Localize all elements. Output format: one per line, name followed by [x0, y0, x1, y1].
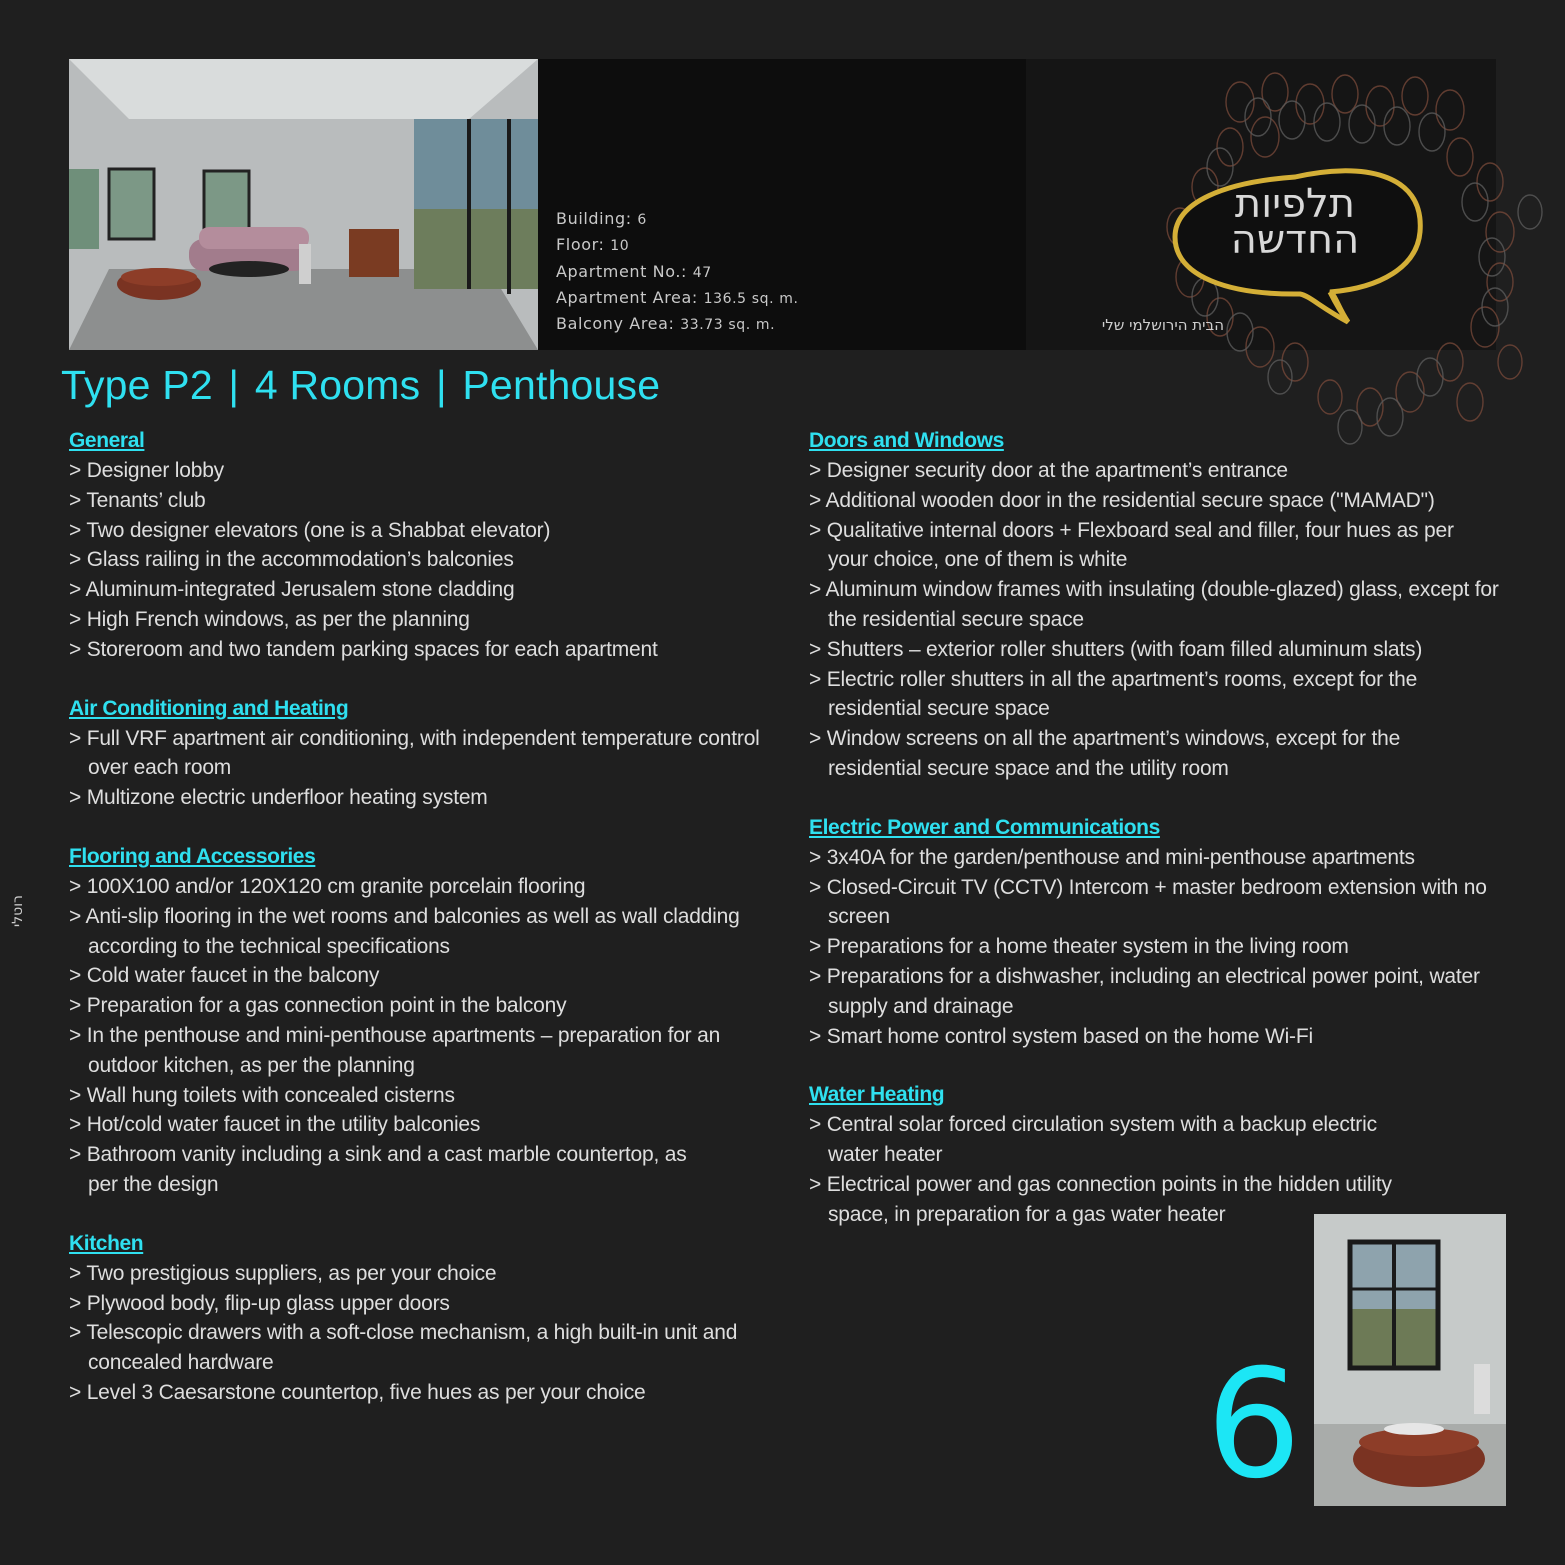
info-label: Apartment No.: — [556, 261, 693, 281]
info-apartment-area — [556, 285, 799, 311]
list-item: > 100X100 and/or 120X120 cm granite porcelain flooring — [69, 872, 789, 902]
section-heading: Kitchen — [69, 1231, 144, 1255]
info-value: 6 — [637, 212, 647, 228]
section-general — [69, 426, 789, 665]
list-item: > Level 3 Caesarstone countertop, five hues as per your choice — [69, 1378, 789, 1408]
logo-tagline: הבית הירושלמי שלי — [1101, 316, 1224, 334]
list-item: > Two designer elevators (one is a Shabbat elevator) — [69, 516, 789, 546]
info-value: 10 — [610, 238, 630, 255]
list-item: > Preparation for a gas connection point in the balcony — [69, 991, 789, 1021]
list-item: > Tenants’ club — [69, 486, 789, 516]
list-item: > 3x40A for the garden/penthouse and mini-penthouse apartments — [809, 843, 1499, 873]
list-item: > Smart home control system based on the home Wi-Fi — [809, 1022, 1499, 1052]
section-heading: Air Conditioning and Heating — [69, 696, 349, 720]
section-heading: Doors and Windows — [809, 429, 1004, 452]
list-item: > Wall hung toilets with concealed cisterns — [69, 1081, 789, 1111]
list-item: > Shutters – exterior roller shutters (with foam filled aluminum slats) — [809, 635, 1499, 665]
title-rooms: 4 Rooms — [254, 362, 421, 408]
title-separator: | — [435, 362, 447, 408]
list-item: > Designer security door at the apartment’s entrance — [809, 456, 1499, 486]
list-item: > Two prestigious suppliers, as per your choice — [69, 1259, 789, 1289]
section-heading: General — [69, 429, 145, 452]
living-room-photo — [69, 59, 538, 350]
section-electric — [809, 813, 1499, 1052]
left-column — [69, 426, 789, 1437]
info-label: Building: — [556, 209, 638, 228]
list-item: > High French windows, as per the planning — [69, 605, 789, 635]
developer-logo-text: רוטלי — [9, 895, 26, 927]
list-item: > Electric roller shutters in all the apartment’s rooms, except for the residential secure space — [809, 665, 1499, 725]
info-value: 47 — [692, 264, 712, 281]
section-water-heating — [809, 1080, 1499, 1229]
page-number: 6 — [1206, 1338, 1302, 1512]
section-doors-windows — [809, 426, 1499, 784]
section-heading: Water Heating — [809, 1083, 945, 1107]
list-item: > Qualitative internal doors + Flexboard seal and filler, four hues as per your choice, one of them is white — [809, 516, 1499, 576]
info-balcony-area — [556, 311, 799, 337]
list-item: > Aluminum-integrated Jerusalem stone cladding — [69, 575, 789, 605]
list-item: > Storeroom and two tandem parking spaces for each apartment — [69, 635, 789, 665]
info-building — [556, 206, 799, 232]
list-item: > Electrical power and gas connection points in the hidden utility space, in preparation for a gas water heater — [809, 1170, 1448, 1230]
title-type: Type P2 — [61, 362, 213, 408]
list-item: > Preparations for a dishwasher, including an electrical power point, water supply and drainage — [809, 962, 1499, 1022]
list-item: > Plywood body, flip-up glass upper doors — [69, 1289, 789, 1319]
page-title — [61, 362, 660, 409]
logo-text — [1180, 181, 1410, 263]
list-item: > Glass railing in the accommodation’s balconies — [69, 545, 789, 575]
section-flooring — [69, 842, 789, 1200]
list-item: > Hot/cold water faucet in the utility balconies — [69, 1110, 789, 1140]
section-air-conditioning — [69, 694, 789, 813]
info-value: 33.73 sq. m. — [680, 317, 776, 334]
list-item: > Anti-slip flooring in the wet rooms and balconies as well as wall cladding according to the technical specifications — [69, 902, 789, 962]
info-label: Floor: — [556, 235, 611, 255]
title-separator: | — [228, 362, 240, 408]
list-item: > Additional wooden door in the residential secure space ("MAMAD") — [809, 486, 1499, 516]
info-label: Apartment Area: — [556, 287, 704, 307]
interior-window-photo — [1314, 1214, 1506, 1506]
list-item: > Preparations for a home theater system in the living room — [809, 932, 1499, 962]
list-item: > Designer lobby — [69, 456, 789, 486]
section-heading: Electric Power and Communications — [809, 815, 1160, 839]
developer-logo-icon — [9, 885, 44, 945]
list-item: > Window screens on all the apartment’s windows, except for the residential secure space and the utility room — [809, 724, 1499, 784]
right-column — [809, 426, 1499, 1259]
list-item: > Telescopic drawers with a soft-close mechanism, a high built-in unit and concealed hardware — [69, 1318, 789, 1378]
list-item: > Multizone electric underfloor heating system — [69, 783, 789, 813]
logo-line-2: החדשה — [1230, 217, 1360, 263]
info-floor — [556, 232, 799, 258]
list-item: > Cold water faucet in the balcony — [69, 961, 789, 991]
info-apartment-no — [556, 259, 799, 285]
info-label: Balcony Area: — [556, 314, 681, 334]
apartment-info — [556, 206, 799, 337]
info-value: 136.5 sq. m. — [703, 290, 799, 307]
section-heading: Flooring and Accessories — [69, 844, 316, 868]
logo-line-1: תלפיות — [1234, 181, 1356, 227]
list-item: > Bathroom vanity including a sink and a cast marble countertop, as per the design — [69, 1140, 708, 1200]
list-item: > Closed-Circuit TV (CCTV) Intercom + master bedroom extension with no screen — [809, 873, 1499, 933]
list-item: > In the penthouse and mini-penthouse apartments – preparation for an outdoor kitchen, as per the planning — [69, 1021, 789, 1081]
section-kitchen — [69, 1229, 789, 1408]
list-item: > Full VRF apartment air conditioning, with independent temperature control over each room — [69, 724, 789, 784]
list-item: > Aluminum window frames with insulating (double-glazed) glass, except for the residential secure space — [809, 575, 1499, 635]
title-kind: Penthouse — [462, 362, 661, 408]
list-item: > Central solar forced circulation system with a backup electric water heater — [809, 1110, 1428, 1170]
